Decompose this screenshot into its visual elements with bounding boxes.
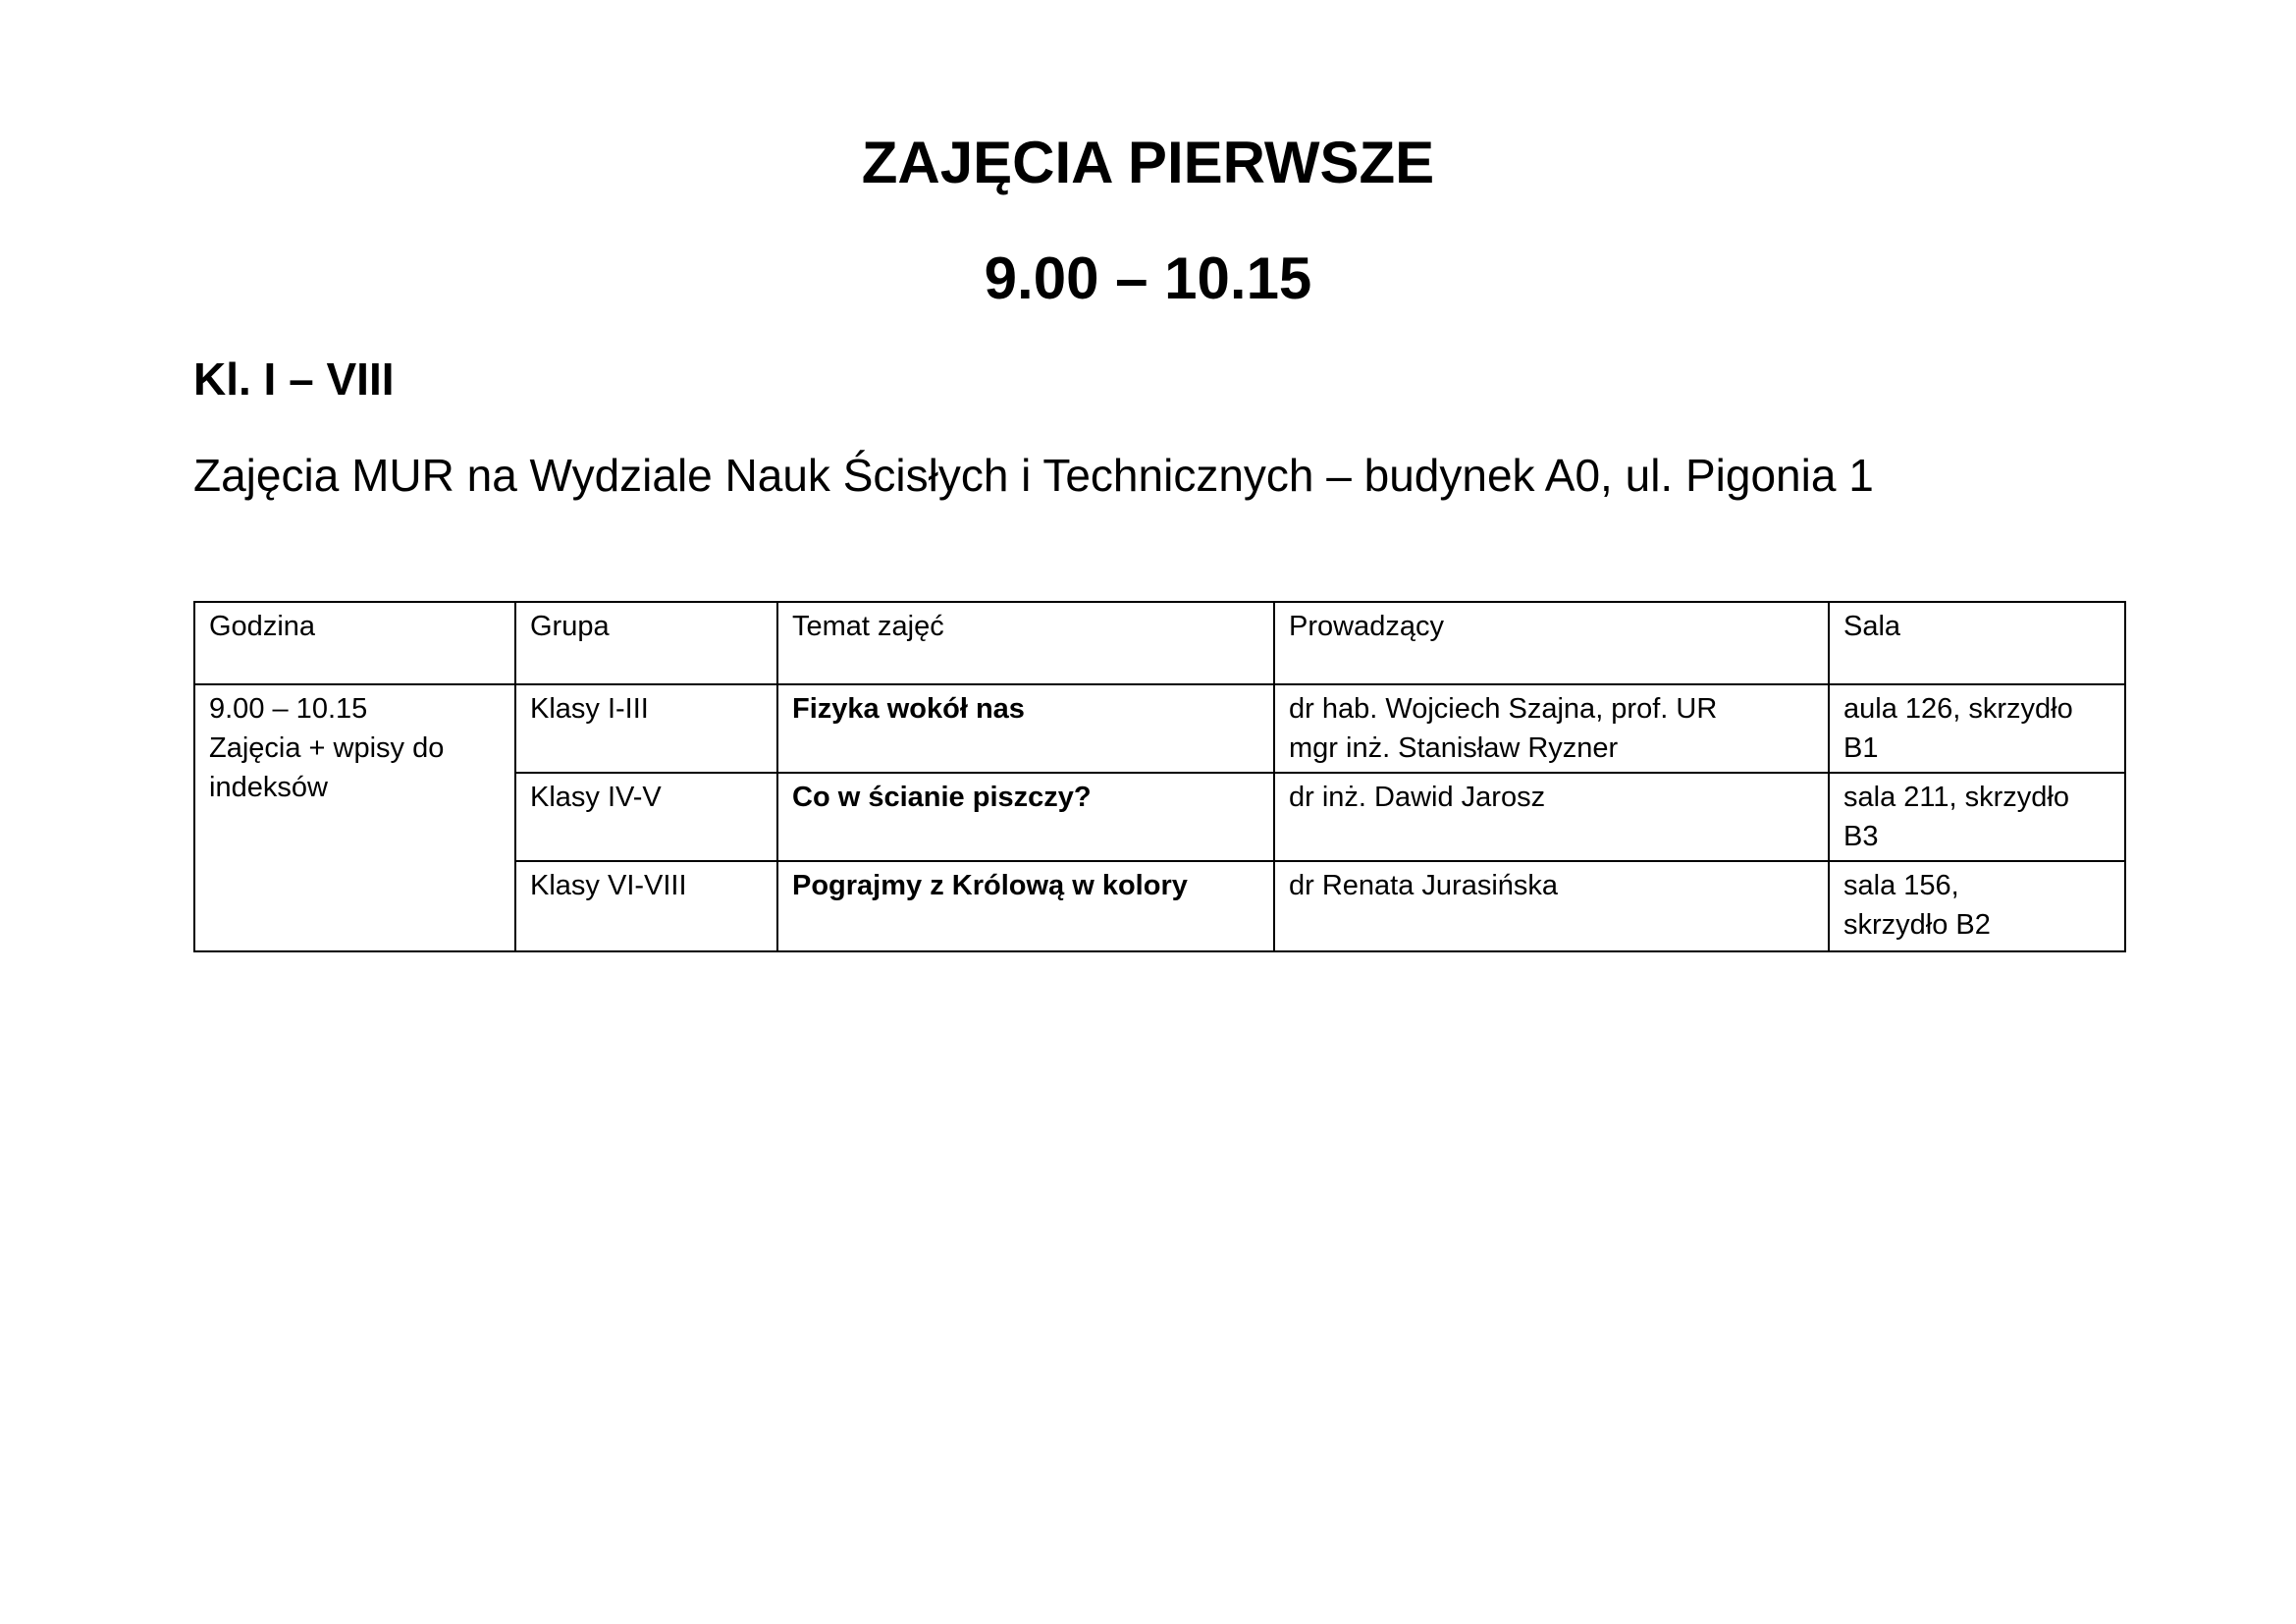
room-line: B3	[1843, 821, 1879, 852]
group-cell: Klasy IV-V	[515, 773, 777, 861]
column-header-temat: Temat zajęć	[777, 602, 1274, 684]
room-line: skrzydło B2	[1843, 909, 1991, 941]
location-text: Zajęcia MUR na Wydziale Nauk Ścisłych i Technicznych – budynek A0, ul. Pigonia 1	[193, 450, 1874, 501]
room-line: B1	[1843, 732, 1879, 764]
table-row	[194, 684, 2125, 773]
time-cell-line: Zajęcia + wpisy do	[209, 732, 445, 764]
column-header-grupa: Grupa	[515, 602, 777, 684]
time-cell-line: indeksów	[209, 772, 328, 803]
teacher-cell	[1274, 861, 1829, 951]
time-cell-line: 9.00 – 10.15	[209, 693, 368, 725]
room-cell	[1829, 773, 2125, 861]
topic-cell: Fizyka wokół nas	[777, 684, 1274, 773]
room-cell	[1829, 684, 2125, 773]
session-time: 9.00 – 10.15	[984, 245, 1312, 311]
room-line: aula 126, skrzydło	[1843, 693, 2073, 725]
room-line: sala 211, skrzydło	[1843, 782, 2069, 813]
table-header-row	[194, 602, 2125, 684]
topic-cell: Co w ścianie piszczy?	[777, 773, 1274, 861]
schedule-table	[193, 601, 2126, 952]
room-cell	[1829, 861, 2125, 951]
teacher-cell	[1274, 684, 1829, 773]
class-range-heading: Kl. I – VIII	[193, 353, 395, 405]
teacher-cell	[1274, 773, 1829, 861]
group-cell: Klasy VI-VIII	[515, 861, 777, 951]
time-cell	[194, 684, 515, 951]
teacher-name: dr inż. Dawid Jarosz	[1289, 782, 1546, 813]
topic-cell: Pograjmy z Królową w kolory	[777, 861, 1274, 951]
teacher-name: dr hab. Wojciech Szajna, prof. UR	[1289, 693, 1718, 725]
group-cell: Klasy I-III	[515, 684, 777, 773]
room-line: sala 156,	[1843, 870, 1959, 901]
teacher-name: dr Renata Jurasińska	[1289, 870, 1559, 901]
column-header-sala: Sala	[1829, 602, 2125, 684]
column-header-prowadzacy: Prowadzący	[1274, 602, 1829, 684]
teacher-name: mgr inż. Stanisław Ryzner	[1289, 732, 1619, 764]
page-title: ZAJĘCIA PIERWSZE	[861, 130, 1435, 195]
column-header-godzina: Godzina	[194, 602, 515, 684]
